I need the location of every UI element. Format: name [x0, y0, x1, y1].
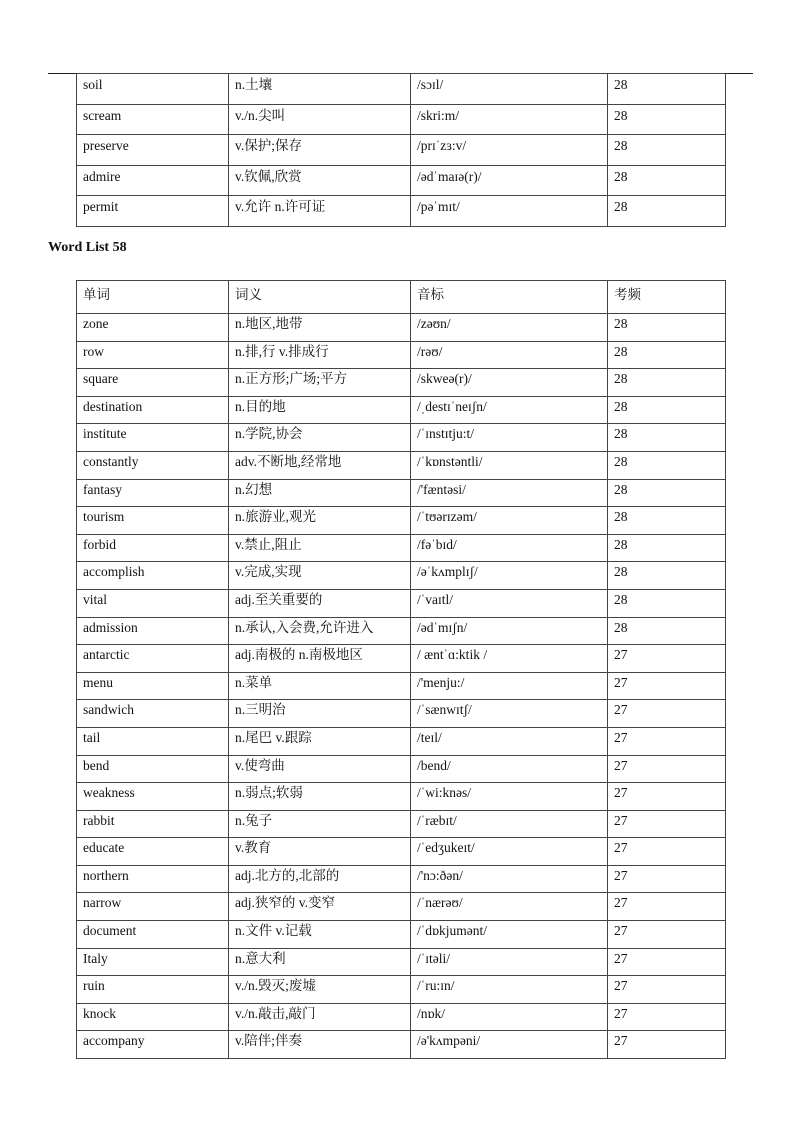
- table-row: [77, 727, 726, 755]
- table-row: [77, 1003, 726, 1031]
- table-row: [77, 755, 726, 783]
- frequency-cell: 28: [608, 135, 726, 166]
- word-cell: bend: [77, 755, 229, 783]
- meaning-cell: adv.不断地,经常地: [229, 451, 411, 479]
- frequency-cell: 28: [608, 534, 726, 562]
- meaning-cell: adj.北方的,北部的: [229, 865, 411, 893]
- phonetic-cell: /rəʊ/: [411, 341, 608, 369]
- frequency-cell: 27: [608, 672, 726, 700]
- phonetic-cell: /ədˈmɪʃn/: [411, 617, 608, 645]
- word-cell: menu: [77, 672, 229, 700]
- word-cell: preserve: [77, 135, 229, 166]
- frequency-cell: 28: [608, 104, 726, 135]
- meaning-cell: n.幻想: [229, 479, 411, 507]
- meaning-cell: v./n.敲击,敲门: [229, 1003, 411, 1031]
- phonetic-cell: /ˈvaɪtl/: [411, 589, 608, 617]
- table-row: [77, 196, 726, 227]
- header-meaning: 词义: [229, 281, 411, 314]
- meaning-cell: n.正方形;广场;平方: [229, 369, 411, 397]
- word-cell: scream: [77, 104, 229, 135]
- meaning-cell: n.旅游业,观光: [229, 507, 411, 535]
- table-row: [77, 589, 726, 617]
- phonetic-cell: /ˈedʒukeɪt/: [411, 838, 608, 866]
- table-row: [77, 424, 726, 452]
- meaning-cell: v.允许 n.许可证: [229, 196, 411, 227]
- word-cell: accomplish: [77, 562, 229, 590]
- table-row: [77, 507, 726, 535]
- table-row: [77, 783, 726, 811]
- frequency-cell: 28: [608, 341, 726, 369]
- table-row: [77, 700, 726, 728]
- phonetic-cell: /bend/: [411, 755, 608, 783]
- meaning-cell: n.尾巴 v.跟踪: [229, 727, 411, 755]
- table-row: [77, 893, 726, 921]
- word-cell: constantly: [77, 451, 229, 479]
- frequency-cell: 27: [608, 1003, 726, 1031]
- meaning-cell: n.菜单: [229, 672, 411, 700]
- phonetic-cell: /skweə(r)/: [411, 369, 608, 397]
- meaning-cell: n.三明治: [229, 700, 411, 728]
- phonetic-cell: /əˈkʌmplɪʃ/: [411, 562, 608, 590]
- word-cell: fantasy: [77, 479, 229, 507]
- frequency-cell: 27: [608, 948, 726, 976]
- phonetic-cell: /ˈræbɪt/: [411, 810, 608, 838]
- phonetic-cell: /'menju:/: [411, 672, 608, 700]
- vocab-table-previous: [76, 73, 726, 227]
- table-row: [77, 479, 726, 507]
- meaning-cell: v./n.尖叫: [229, 104, 411, 135]
- header-phonetic: 音标: [411, 281, 608, 314]
- table-row: [77, 74, 726, 105]
- frequency-cell: 28: [608, 507, 726, 535]
- frequency-cell: 27: [608, 645, 726, 673]
- word-cell: ruin: [77, 976, 229, 1004]
- frequency-cell: 28: [608, 314, 726, 342]
- meaning-cell: n.地区,地带: [229, 314, 411, 342]
- phonetic-cell: /ˈwi:knəs/: [411, 783, 608, 811]
- meaning-cell: v.钦佩,欣赏: [229, 165, 411, 196]
- meaning-cell: n.兔子: [229, 810, 411, 838]
- word-cell: destination: [77, 396, 229, 424]
- meaning-cell: n.弱点;软弱: [229, 783, 411, 811]
- meaning-cell: n.承认,入会费,允许进入: [229, 617, 411, 645]
- word-cell: permit: [77, 196, 229, 227]
- table-header-row: [77, 281, 726, 314]
- frequency-cell: 28: [608, 617, 726, 645]
- phonetic-cell: / æntˈɑ:ktik /: [411, 645, 608, 673]
- phonetic-cell: /fəˈbɪd/: [411, 534, 608, 562]
- table-row: [77, 672, 726, 700]
- table-row: [77, 976, 726, 1004]
- frequency-cell: 27: [608, 921, 726, 949]
- word-cell: antarctic: [77, 645, 229, 673]
- frequency-cell: 28: [608, 165, 726, 196]
- word-cell: row: [77, 341, 229, 369]
- phonetic-cell: /zəʊn/: [411, 314, 608, 342]
- meaning-cell: adj.南极的 n.南极地区: [229, 645, 411, 673]
- meaning-cell: v.完成,实现: [229, 562, 411, 590]
- table-row: [77, 341, 726, 369]
- meaning-cell: v.陪伴;伴奏: [229, 1031, 411, 1059]
- phonetic-cell: /ˈru:ɪn/: [411, 976, 608, 1004]
- frequency-cell: 27: [608, 865, 726, 893]
- word-cell: admire: [77, 165, 229, 196]
- table-row: [77, 617, 726, 645]
- phonetic-cell: /ˌdestɪˈneɪʃn/: [411, 396, 608, 424]
- word-cell: accompany: [77, 1031, 229, 1059]
- frequency-cell: 28: [608, 479, 726, 507]
- table-row: [77, 921, 726, 949]
- table-row: [77, 645, 726, 673]
- meaning-cell: n.目的地: [229, 396, 411, 424]
- meaning-cell: v./n.毁灭;废墟: [229, 976, 411, 1004]
- word-cell: weakness: [77, 783, 229, 811]
- phonetic-cell: /prɪˈzɜ:v/: [411, 135, 608, 166]
- meaning-cell: n.土壤: [229, 74, 411, 105]
- word-cell: soil: [77, 74, 229, 105]
- phonetic-cell: /ˈkɒnstəntli/: [411, 451, 608, 479]
- section-title: Word List 58: [48, 240, 127, 255]
- meaning-cell: n.学院,协会: [229, 424, 411, 452]
- phonetic-cell: /ˈdɒkjumənt/: [411, 921, 608, 949]
- frequency-cell: 27: [608, 810, 726, 838]
- table-row: [77, 451, 726, 479]
- table-row: [77, 1031, 726, 1059]
- meaning-cell: adj.至关重要的: [229, 589, 411, 617]
- word-cell: narrow: [77, 893, 229, 921]
- word-cell: institute: [77, 424, 229, 452]
- frequency-cell: 28: [608, 589, 726, 617]
- meaning-cell: v.使弯曲: [229, 755, 411, 783]
- phonetic-cell: /ədˈmaɪə(r)/: [411, 165, 608, 196]
- table-row: [77, 104, 726, 135]
- phonetic-cell: /ˈtʊərɪzəm/: [411, 507, 608, 535]
- frequency-cell: 28: [608, 196, 726, 227]
- frequency-cell: 28: [608, 396, 726, 424]
- frequency-cell: 27: [608, 1031, 726, 1059]
- phonetic-cell: /pəˈmɪt/: [411, 196, 608, 227]
- phonetic-cell: /'nɔ:ðən/: [411, 865, 608, 893]
- table-row: [77, 838, 726, 866]
- table-row: [77, 534, 726, 562]
- word-cell: forbid: [77, 534, 229, 562]
- frequency-cell: 28: [608, 562, 726, 590]
- phonetic-cell: /ˈnærəʊ/: [411, 893, 608, 921]
- meaning-cell: n.排,行 v.排成行: [229, 341, 411, 369]
- table-row: [77, 396, 726, 424]
- word-cell: tail: [77, 727, 229, 755]
- vocab-table: [76, 280, 726, 1059]
- table-row: [77, 810, 726, 838]
- frequency-cell: 28: [608, 369, 726, 397]
- word-cell: zone: [77, 314, 229, 342]
- frequency-cell: 27: [608, 783, 726, 811]
- phonetic-cell: /'fæntəsi/: [411, 479, 608, 507]
- meaning-cell: v.教育: [229, 838, 411, 866]
- frequency-cell: 27: [608, 976, 726, 1004]
- frequency-cell: 28: [608, 451, 726, 479]
- phonetic-cell: /skri:m/: [411, 104, 608, 135]
- frequency-cell: 27: [608, 700, 726, 728]
- word-cell: tourism: [77, 507, 229, 535]
- meaning-cell: v.禁止,阻止: [229, 534, 411, 562]
- phonetic-cell: /ˈɪnstɪtju:t/: [411, 424, 608, 452]
- phonetic-cell: /nɒk/: [411, 1003, 608, 1031]
- header-frequency: 考频: [608, 281, 726, 314]
- word-cell: knock: [77, 1003, 229, 1031]
- header-word: 单词: [77, 281, 229, 314]
- word-cell: sandwich: [77, 700, 229, 728]
- meaning-cell: adj.狭窄的 v.变窄: [229, 893, 411, 921]
- table-row: [77, 369, 726, 397]
- word-cell: document: [77, 921, 229, 949]
- phonetic-cell: /teɪl/: [411, 727, 608, 755]
- word-cell: square: [77, 369, 229, 397]
- word-cell: northern: [77, 865, 229, 893]
- word-cell: admission: [77, 617, 229, 645]
- table-row: [77, 865, 726, 893]
- word-cell: vital: [77, 589, 229, 617]
- phonetic-cell: /ˈsænwɪtʃ/: [411, 700, 608, 728]
- table-row: [77, 948, 726, 976]
- table-row: [77, 314, 726, 342]
- frequency-cell: 27: [608, 727, 726, 755]
- frequency-cell: 28: [608, 74, 726, 105]
- phonetic-cell: /ə'kʌmpəni/: [411, 1031, 608, 1059]
- word-cell: educate: [77, 838, 229, 866]
- meaning-cell: v.保护;保存: [229, 135, 411, 166]
- meaning-cell: n.意大利: [229, 948, 411, 976]
- frequency-cell: 28: [608, 424, 726, 452]
- phonetic-cell: /sɔɪl/: [411, 74, 608, 105]
- phonetic-cell: /ˈɪtəli/: [411, 948, 608, 976]
- meaning-cell: n.文件 v.记载: [229, 921, 411, 949]
- table-row: [77, 165, 726, 196]
- table-row: [77, 562, 726, 590]
- frequency-cell: 27: [608, 838, 726, 866]
- table-row: [77, 135, 726, 166]
- word-cell: Italy: [77, 948, 229, 976]
- frequency-cell: 27: [608, 755, 726, 783]
- word-cell: rabbit: [77, 810, 229, 838]
- frequency-cell: 27: [608, 893, 726, 921]
